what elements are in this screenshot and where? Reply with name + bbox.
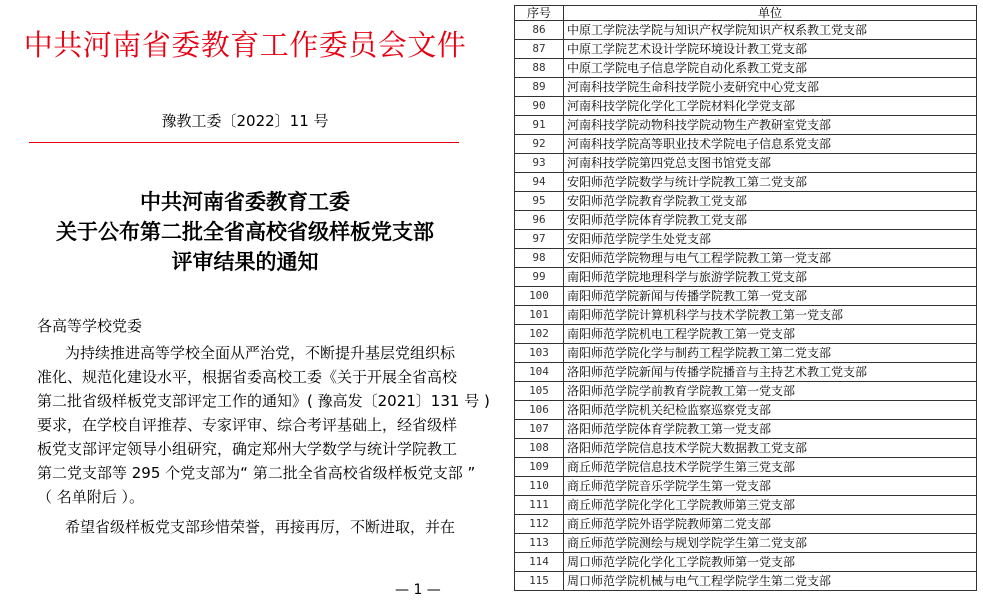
row-unit: 南阳师范学院新闻与传播学院教工第一党支部	[564, 287, 977, 306]
page-number: — 1 —	[395, 582, 441, 598]
row-unit: 商丘师范学院测绘与规划学院学生第二党支部	[564, 534, 977, 553]
row-number: 111	[515, 496, 564, 515]
table-body	[515, 21, 977, 591]
row-unit: 南阳师范学院化学与制药工程学院教工第二党支部	[564, 344, 977, 363]
row-unit: 中原工学院法学院与知识产权学院知识产权系教工党支部	[564, 21, 977, 40]
row-number: 92	[515, 135, 564, 154]
row-number: 113	[515, 534, 564, 553]
notice-title	[20, 187, 470, 277]
table-row	[515, 154, 977, 173]
table-row	[515, 534, 977, 553]
row-unit: 安阳师范学院体育学院教工党支部	[564, 211, 977, 230]
row-number: 93	[515, 154, 564, 173]
table-row	[515, 230, 977, 249]
row-number: 105	[515, 382, 564, 401]
row-number: 97	[515, 230, 564, 249]
table-row	[515, 420, 977, 439]
table-row	[515, 192, 977, 211]
row-unit: 中原工学院电子信息学院自动化系教工党支部	[564, 59, 977, 78]
table-row	[515, 496, 977, 515]
row-number: 88	[515, 59, 564, 78]
row-number: 108	[515, 439, 564, 458]
row-unit: 周口师范学院化学化工学院教师第一党支部	[564, 553, 977, 572]
row-number: 104	[515, 363, 564, 382]
row-number: 107	[515, 420, 564, 439]
table-row	[515, 268, 977, 287]
body-line: 板党支部评定领导小组研究，确定郑州大学数学与统计学院教工	[37, 440, 458, 458]
row-number: 94	[515, 173, 564, 192]
row-number: 114	[515, 553, 564, 572]
notice-title-line: 关于公布第二批全省高校省级样板党支部	[56, 220, 434, 244]
table-row	[515, 401, 977, 420]
row-unit: 安阳师范学院学生处党支部	[564, 230, 977, 249]
table-row	[515, 572, 977, 591]
table-row	[515, 211, 977, 230]
body-line: 希望省级样板党支部珍惜荣誉，再接再厉，不断进取，并在	[65, 518, 456, 536]
row-unit: 安阳师范学院物理与电气工程学院教工第一党支部	[564, 249, 977, 268]
body-line: 第二党支部等 295 个党支部为“ 第二批全省高校省级样板党支部 ”	[37, 464, 476, 482]
table-row	[515, 40, 977, 59]
row-unit: 河南科技学院高等职业技术学院电子信息系党支部	[564, 135, 977, 154]
row-number: 102	[515, 325, 564, 344]
row-number: 91	[515, 116, 564, 135]
row-number: 115	[515, 572, 564, 591]
table-row	[515, 439, 977, 458]
row-unit: 洛阳师范学院机关纪检监察巡察党支部	[564, 401, 977, 420]
row-unit: 商丘师范学院信息技术学院学生第三党支部	[564, 458, 977, 477]
row-number: 89	[515, 78, 564, 97]
row-number: 112	[515, 515, 564, 534]
table-row	[515, 249, 977, 268]
document-number: 豫教工委〔2022〕11 号	[161, 112, 329, 130]
row-number: 95	[515, 192, 564, 211]
table-row	[515, 116, 977, 135]
row-unit: 商丘师范学院化学化工学院教师第三党支部	[564, 496, 977, 515]
body-line: 为持续推进高等学校全面从严治党，不断提升基层党组织标	[65, 344, 456, 362]
notice-title-line: 评审结果的通知	[171, 250, 319, 274]
table-row	[515, 382, 977, 401]
row-number: 96	[515, 211, 564, 230]
row-number: 110	[515, 477, 564, 496]
row-number: 90	[515, 97, 564, 116]
table-row	[515, 173, 977, 192]
table-row	[515, 21, 977, 40]
table-row	[515, 97, 977, 116]
row-unit: 河南科技学院第四党总支图书馆党支部	[564, 154, 977, 173]
body-line: （ 名单附后 ）。	[37, 488, 145, 506]
row-unit: 南阳师范学院计算机科学与技术学院教工第一党支部	[564, 306, 977, 325]
table-row	[515, 344, 977, 363]
table-row	[515, 553, 977, 572]
table-row	[515, 306, 977, 325]
table-row	[515, 78, 977, 97]
row-unit: 商丘师范学院音乐学院学生第一党支部	[564, 477, 977, 496]
row-unit: 河南科技学院化学化工学院材料化学党支部	[564, 97, 977, 116]
column-header-unit: 单位	[564, 6, 977, 21]
row-number: 103	[515, 344, 564, 363]
row-unit: 中原工学院艺术设计学院环境设计教工党支部	[564, 40, 977, 59]
table-row	[515, 325, 977, 344]
row-unit: 洛阳师范学院信息技术学院大数据教工党支部	[564, 439, 977, 458]
row-unit: 河南科技学院生命科技学院小麦研究中心党支部	[564, 78, 977, 97]
document-header-title: 中共河南省委教育工作委员会文件	[23, 28, 467, 62]
table-row	[515, 363, 977, 382]
row-number: 100	[515, 287, 564, 306]
row-number: 86	[515, 21, 564, 40]
notice-title-line: 中共河南省委教育工委	[140, 190, 350, 214]
row-number: 109	[515, 458, 564, 477]
row-unit: 商丘师范学院外语学院教师第二党支部	[564, 515, 977, 534]
table-row	[515, 135, 977, 154]
row-unit: 洛阳师范学院学前教育学院教工第一党支部	[564, 382, 977, 401]
row-unit: 安阳师范学院教育学院教工党支部	[564, 192, 977, 211]
table-row	[515, 458, 977, 477]
header-divider	[29, 142, 459, 143]
column-header-num: 序号	[515, 6, 564, 21]
body-line: 准化、规范化建设水平，根据省委高校工委《关于开展全省高校	[37, 368, 458, 386]
table-header-row	[515, 6, 977, 21]
row-unit: 安阳师范学院数学与统计学院教工第二党支部	[564, 173, 977, 192]
branch-list-table	[514, 5, 977, 591]
row-number: 87	[515, 40, 564, 59]
row-number: 98	[515, 249, 564, 268]
body-line: 要求，在学校自评推荐、专家评审、综合考评基础上，经省级样	[37, 416, 458, 434]
document-page-left	[0, 0, 490, 613]
row-number: 99	[515, 268, 564, 287]
row-number: 106	[515, 401, 564, 420]
row-unit: 河南科技学院动物科技学院动物生产教研室党支部	[564, 116, 977, 135]
body-line: 第二批省级样板党支部评定工作的通知》( 豫高发〔2021〕131 号 )	[37, 392, 490, 410]
table-row	[515, 477, 977, 496]
recipient-line: 各高等学校党委	[37, 317, 143, 335]
row-unit: 洛阳师范学院体育学院教工第一党支部	[564, 420, 977, 439]
row-unit: 南阳师范学院地理科学与旅游学院教工党支部	[564, 268, 977, 287]
table-row	[515, 59, 977, 78]
notice-body	[37, 341, 490, 539]
row-number: 101	[515, 306, 564, 325]
table-row	[515, 287, 977, 306]
table-row	[515, 515, 977, 534]
row-unit: 洛阳师范学院新闻与传播学院播音与主持艺术教工党支部	[564, 363, 977, 382]
row-unit: 周口师范学院机械与电气工程学院学生第二党支部	[564, 572, 977, 591]
row-unit: 南阳师范学院机电工程学院教工第一党支部	[564, 325, 977, 344]
